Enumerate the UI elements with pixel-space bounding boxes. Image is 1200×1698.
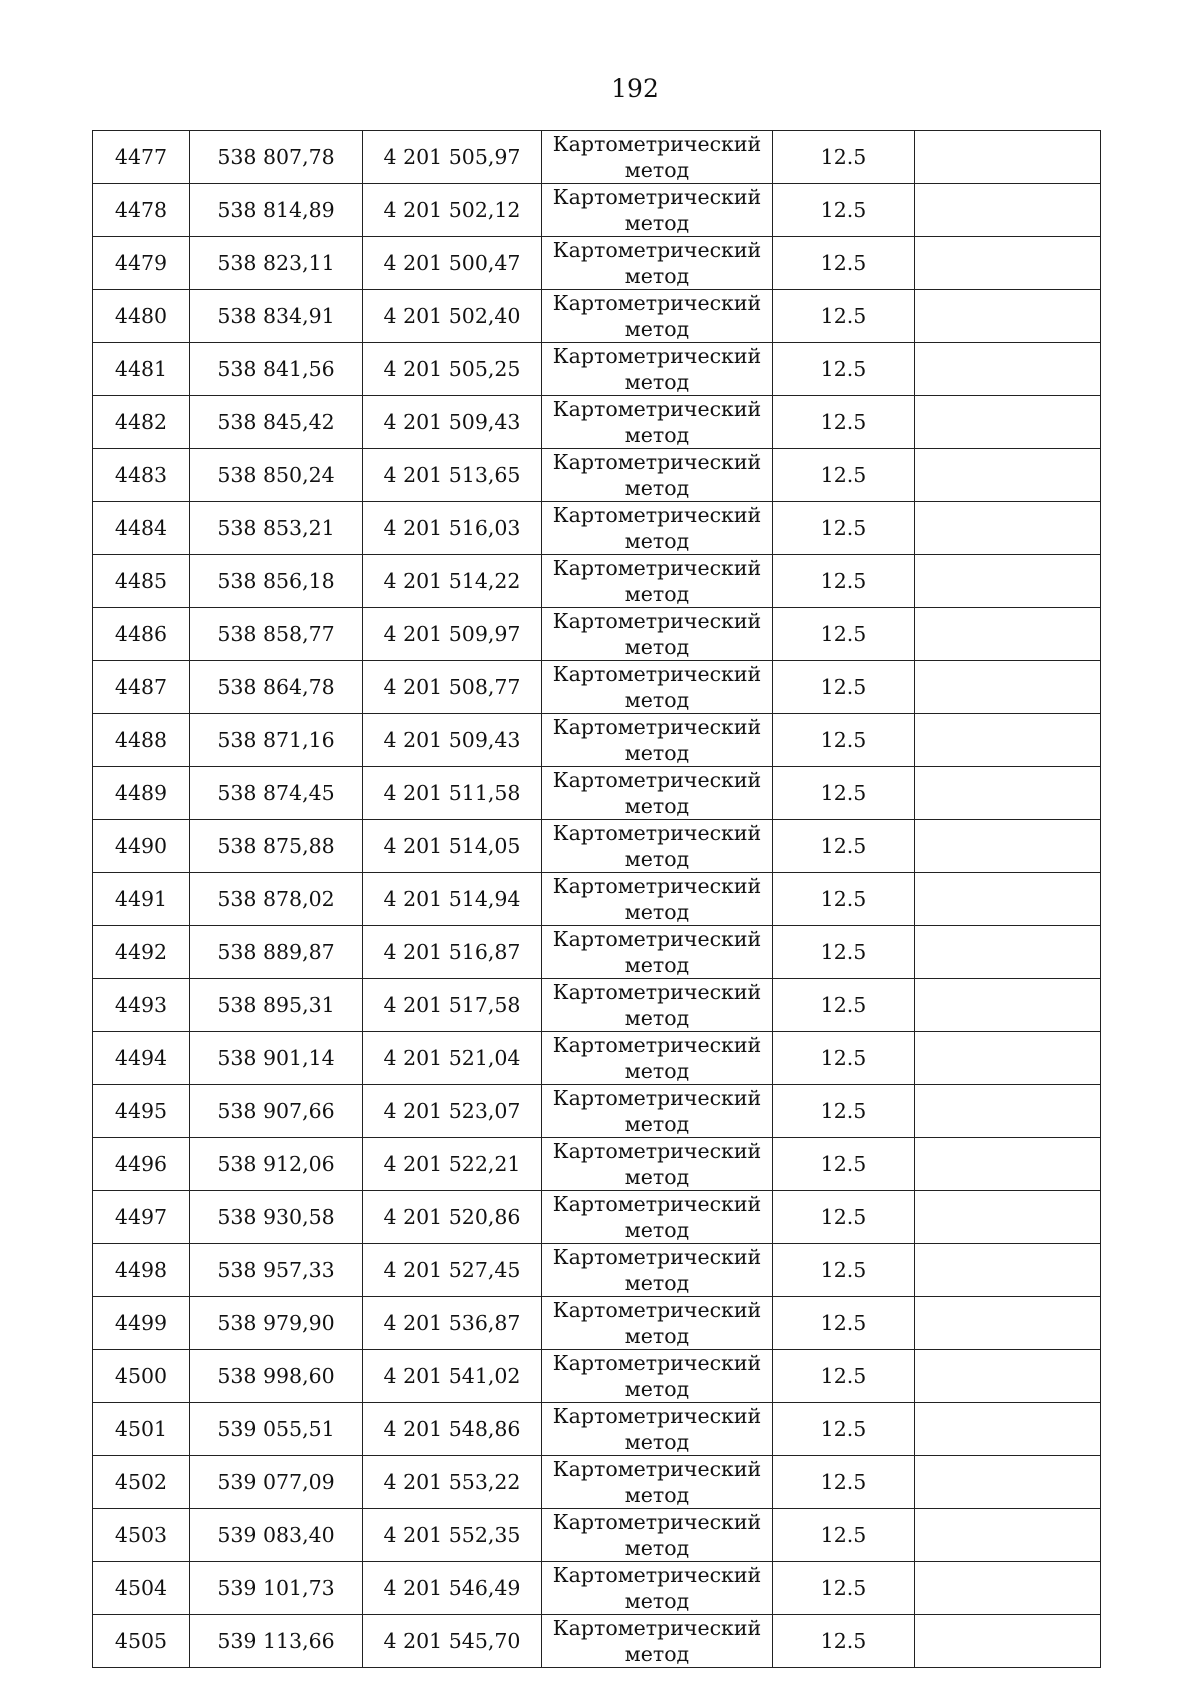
method-cell — [542, 237, 773, 290]
point-number-cell: 4479 — [93, 237, 190, 290]
method-label-line1: Картометрический — [552, 238, 762, 262]
point-number-cell: 4480 — [93, 290, 190, 343]
accuracy-cell: 12.5 — [773, 1244, 915, 1297]
point-number-cell: 4491 — [93, 873, 190, 926]
method-label-line1: Картометрический — [552, 609, 762, 633]
x-coordinate-cell: 538 807,78 — [190, 131, 363, 184]
method-label-line2: метод — [624, 529, 690, 553]
y-coordinate-cell: 4 201 516,87 — [363, 926, 542, 979]
coordinates-table — [92, 130, 1101, 1668]
table-row — [93, 290, 1101, 343]
method-label-line2: метод — [624, 1642, 690, 1666]
y-coordinate-cell: 4 201 548,86 — [363, 1403, 542, 1456]
point-number-cell: 4483 — [93, 449, 190, 502]
y-coordinate-cell: 4 201 527,45 — [363, 1244, 542, 1297]
accuracy-cell: 12.5 — [773, 184, 915, 237]
note-cell — [915, 1403, 1101, 1456]
method-label-line2: метод — [624, 264, 690, 288]
note-cell — [915, 1297, 1101, 1350]
accuracy-cell: 12.5 — [773, 396, 915, 449]
method-label-line2: метод — [624, 635, 690, 659]
x-coordinate-cell: 538 875,88 — [190, 820, 363, 873]
x-coordinate-cell: 538 878,02 — [190, 873, 363, 926]
method-label-line2: метод — [624, 582, 690, 606]
point-number-cell: 4495 — [93, 1085, 190, 1138]
note-cell — [915, 1244, 1101, 1297]
method-label-line1: Картометрический — [552, 1033, 762, 1057]
y-coordinate-cell: 4 201 509,97 — [363, 608, 542, 661]
accuracy-cell: 12.5 — [773, 343, 915, 396]
accuracy-cell: 12.5 — [773, 290, 915, 343]
method-label-line1: Картометрический — [552, 1404, 762, 1428]
method-cell — [542, 555, 773, 608]
method-label-line2: метод — [624, 1006, 690, 1030]
x-coordinate-cell: 538 814,89 — [190, 184, 363, 237]
x-coordinate-cell: 538 864,78 — [190, 661, 363, 714]
note-cell — [915, 343, 1101, 396]
note-cell — [915, 820, 1101, 873]
y-coordinate-cell: 4 201 514,22 — [363, 555, 542, 608]
method-cell — [542, 343, 773, 396]
table-row — [93, 1244, 1101, 1297]
x-coordinate-cell: 538 871,16 — [190, 714, 363, 767]
note-cell — [915, 979, 1101, 1032]
table-row — [93, 502, 1101, 555]
method-label-line1: Картометрический — [552, 1351, 762, 1375]
y-coordinate-cell: 4 201 523,07 — [363, 1085, 542, 1138]
x-coordinate-cell: 539 113,66 — [190, 1615, 363, 1668]
point-number-cell: 4502 — [93, 1456, 190, 1509]
method-label-line2: метод — [624, 370, 690, 394]
x-coordinate-cell: 538 957,33 — [190, 1244, 363, 1297]
accuracy-cell: 12.5 — [773, 979, 915, 1032]
table-row — [93, 661, 1101, 714]
note-cell — [915, 661, 1101, 714]
y-coordinate-cell: 4 201 511,58 — [363, 767, 542, 820]
table-row — [93, 184, 1101, 237]
method-label-line1: Картометрический — [552, 344, 762, 368]
point-number-cell: 4486 — [93, 608, 190, 661]
method-label-line2: метод — [624, 1218, 690, 1242]
x-coordinate-cell: 538 889,87 — [190, 926, 363, 979]
note-cell — [915, 1456, 1101, 1509]
method-label-line2: метод — [624, 1271, 690, 1295]
method-label-line1: Картометрический — [552, 1563, 762, 1587]
accuracy-cell: 12.5 — [773, 661, 915, 714]
method-cell — [542, 449, 773, 502]
accuracy-cell: 12.5 — [773, 502, 915, 555]
accuracy-cell: 12.5 — [773, 1456, 915, 1509]
table-row — [93, 1032, 1101, 1085]
method-label-line2: метод — [624, 794, 690, 818]
method-label-line2: метод — [624, 317, 690, 341]
table-row — [93, 131, 1101, 184]
accuracy-cell: 12.5 — [773, 608, 915, 661]
x-coordinate-cell: 538 823,11 — [190, 237, 363, 290]
method-cell — [542, 1456, 773, 1509]
method-label-line2: метод — [624, 1430, 690, 1454]
method-cell — [542, 290, 773, 343]
y-coordinate-cell: 4 201 517,58 — [363, 979, 542, 1032]
y-coordinate-cell: 4 201 522,21 — [363, 1138, 542, 1191]
note-cell — [915, 1138, 1101, 1191]
method-cell — [542, 502, 773, 555]
accuracy-cell: 12.5 — [773, 767, 915, 820]
method-cell — [542, 1032, 773, 1085]
note-cell — [915, 1085, 1101, 1138]
note-cell — [915, 873, 1101, 926]
method-cell — [542, 1615, 773, 1668]
note-cell — [915, 449, 1101, 502]
y-coordinate-cell: 4 201 505,97 — [363, 131, 542, 184]
method-label-line2: метод — [624, 847, 690, 871]
note-cell — [915, 926, 1101, 979]
y-coordinate-cell: 4 201 514,94 — [363, 873, 542, 926]
point-number-cell: 4484 — [93, 502, 190, 555]
method-label-line2: метод — [624, 741, 690, 765]
table-row — [93, 767, 1101, 820]
table-row — [93, 820, 1101, 873]
method-cell — [542, 767, 773, 820]
accuracy-cell: 12.5 — [773, 555, 915, 608]
method-cell — [542, 979, 773, 1032]
method-label-line2: метод — [624, 900, 690, 924]
note-cell — [915, 767, 1101, 820]
y-coordinate-cell: 4 201 502,40 — [363, 290, 542, 343]
point-number-cell: 4498 — [93, 1244, 190, 1297]
method-label-line1: Картометрический — [552, 1616, 762, 1640]
accuracy-cell: 12.5 — [773, 1085, 915, 1138]
point-number-cell: 4487 — [93, 661, 190, 714]
point-number-cell: 4496 — [93, 1138, 190, 1191]
method-label-line1: Картометрический — [552, 927, 762, 951]
accuracy-cell: 12.5 — [773, 714, 915, 767]
accuracy-cell: 12.5 — [773, 926, 915, 979]
note-cell — [915, 131, 1101, 184]
method-cell — [542, 131, 773, 184]
method-cell — [542, 1509, 773, 1562]
table-row — [93, 1615, 1101, 1668]
table-body — [93, 131, 1101, 1668]
table-row — [93, 1085, 1101, 1138]
point-number-cell: 4499 — [93, 1297, 190, 1350]
method-label-line2: метод — [624, 1112, 690, 1136]
table-row — [93, 396, 1101, 449]
accuracy-cell: 12.5 — [773, 449, 915, 502]
note-cell — [915, 608, 1101, 661]
method-label-line2: метод — [624, 1165, 690, 1189]
x-coordinate-cell: 538 841,56 — [190, 343, 363, 396]
method-label-line1: Картометрический — [552, 1192, 762, 1216]
page-number: 192 — [611, 74, 659, 103]
x-coordinate-cell: 538 845,42 — [190, 396, 363, 449]
accuracy-cell: 12.5 — [773, 1562, 915, 1615]
method-cell — [542, 1138, 773, 1191]
method-label-line1: Картометрический — [552, 821, 762, 845]
method-label-line1: Картометрический — [552, 1457, 762, 1481]
point-number-cell: 4497 — [93, 1191, 190, 1244]
x-coordinate-cell: 538 858,77 — [190, 608, 363, 661]
method-label-line1: Картометрический — [552, 1086, 762, 1110]
x-coordinate-cell: 539 077,09 — [190, 1456, 363, 1509]
y-coordinate-cell: 4 201 541,02 — [363, 1350, 542, 1403]
y-coordinate-cell: 4 201 509,43 — [363, 396, 542, 449]
table-row — [93, 555, 1101, 608]
y-coordinate-cell: 4 201 553,22 — [363, 1456, 542, 1509]
method-label-line2: метод — [624, 423, 690, 447]
method-label-line2: метод — [624, 1324, 690, 1348]
table-row — [93, 1138, 1101, 1191]
y-coordinate-cell: 4 201 521,04 — [363, 1032, 542, 1085]
y-coordinate-cell: 4 201 536,87 — [363, 1297, 542, 1350]
accuracy-cell: 12.5 — [773, 1191, 915, 1244]
accuracy-cell: 12.5 — [773, 237, 915, 290]
method-label-line1: Картометрический — [552, 768, 762, 792]
table-row — [93, 608, 1101, 661]
table-row — [93, 1191, 1101, 1244]
y-coordinate-cell: 4 201 513,65 — [363, 449, 542, 502]
table-row — [93, 343, 1101, 396]
method-cell — [542, 661, 773, 714]
method-label-line1: Картометрический — [552, 1510, 762, 1534]
method-cell — [542, 1244, 773, 1297]
note-cell — [915, 1509, 1101, 1562]
method-label-line1: Картометрический — [552, 291, 762, 315]
y-coordinate-cell: 4 201 546,49 — [363, 1562, 542, 1615]
method-cell — [542, 1403, 773, 1456]
table-row — [93, 1350, 1101, 1403]
point-number-cell: 4477 — [93, 131, 190, 184]
note-cell — [915, 1615, 1101, 1668]
accuracy-cell: 12.5 — [773, 1615, 915, 1668]
accuracy-cell: 12.5 — [773, 131, 915, 184]
point-number-cell: 4492 — [93, 926, 190, 979]
x-coordinate-cell: 538 998,60 — [190, 1350, 363, 1403]
note-cell — [915, 184, 1101, 237]
method-label-line1: Картометрический — [552, 450, 762, 474]
method-cell — [542, 396, 773, 449]
method-label-line1: Картометрический — [552, 715, 762, 739]
point-number-cell: 4504 — [93, 1562, 190, 1615]
method-cell — [542, 1085, 773, 1138]
x-coordinate-cell: 538 850,24 — [190, 449, 363, 502]
accuracy-cell: 12.5 — [773, 1350, 915, 1403]
accuracy-cell: 12.5 — [773, 1509, 915, 1562]
method-cell — [542, 1562, 773, 1615]
note-cell — [915, 555, 1101, 608]
method-label-line2: метод — [624, 1536, 690, 1560]
method-cell — [542, 608, 773, 661]
method-label-line1: Картометрический — [552, 397, 762, 421]
table-row — [93, 979, 1101, 1032]
note-cell — [915, 290, 1101, 343]
method-label-line2: метод — [624, 1589, 690, 1613]
method-cell — [542, 714, 773, 767]
point-number-cell: 4488 — [93, 714, 190, 767]
point-number-cell: 4482 — [93, 396, 190, 449]
method-label-line2: метод — [624, 953, 690, 977]
point-number-cell: 4494 — [93, 1032, 190, 1085]
point-number-cell: 4481 — [93, 343, 190, 396]
x-coordinate-cell: 538 834,91 — [190, 290, 363, 343]
y-coordinate-cell: 4 201 505,25 — [363, 343, 542, 396]
table-row — [93, 926, 1101, 979]
x-coordinate-cell: 538 912,06 — [190, 1138, 363, 1191]
x-coordinate-cell: 538 895,31 — [190, 979, 363, 1032]
table-row — [93, 714, 1101, 767]
point-number-cell: 4485 — [93, 555, 190, 608]
x-coordinate-cell: 538 853,21 — [190, 502, 363, 555]
note-cell — [915, 1350, 1101, 1403]
note-cell — [915, 1032, 1101, 1085]
table-row — [93, 1456, 1101, 1509]
method-cell — [542, 184, 773, 237]
x-coordinate-cell: 538 979,90 — [190, 1297, 363, 1350]
y-coordinate-cell: 4 201 500,47 — [363, 237, 542, 290]
table-row — [93, 1509, 1101, 1562]
method-label-line2: метод — [624, 688, 690, 712]
table-row — [93, 1403, 1101, 1456]
method-cell — [542, 1350, 773, 1403]
method-label-line2: метод — [624, 476, 690, 500]
point-number-cell: 4505 — [93, 1615, 190, 1668]
accuracy-cell: 12.5 — [773, 873, 915, 926]
y-coordinate-cell: 4 201 520,86 — [363, 1191, 542, 1244]
x-coordinate-cell: 538 930,58 — [190, 1191, 363, 1244]
point-number-cell: 4503 — [93, 1509, 190, 1562]
note-cell — [915, 237, 1101, 290]
y-coordinate-cell: 4 201 502,12 — [363, 184, 542, 237]
note-cell — [915, 502, 1101, 555]
x-coordinate-cell: 538 907,66 — [190, 1085, 363, 1138]
y-coordinate-cell: 4 201 545,70 — [363, 1615, 542, 1668]
y-coordinate-cell: 4 201 516,03 — [363, 502, 542, 555]
point-number-cell: 4490 — [93, 820, 190, 873]
method-label-line2: метод — [624, 158, 690, 182]
method-label-line1: Картометрический — [552, 874, 762, 898]
method-label-line1: Картометрический — [552, 1139, 762, 1163]
method-label-line2: метод — [624, 1059, 690, 1083]
method-label-line1: Картометрический — [552, 662, 762, 686]
note-cell — [915, 396, 1101, 449]
method-label-line2: метод — [624, 1483, 690, 1507]
method-label-line2: метод — [624, 211, 690, 235]
method-label-line1: Картометрический — [552, 185, 762, 209]
x-coordinate-cell: 539 083,40 — [190, 1509, 363, 1562]
method-label-line1: Картометрический — [552, 132, 762, 156]
x-coordinate-cell: 539 055,51 — [190, 1403, 363, 1456]
method-cell — [542, 873, 773, 926]
note-cell — [915, 1562, 1101, 1615]
note-cell — [915, 1191, 1101, 1244]
x-coordinate-cell: 538 856,18 — [190, 555, 363, 608]
method-cell — [542, 926, 773, 979]
x-coordinate-cell: 538 901,14 — [190, 1032, 363, 1085]
accuracy-cell: 12.5 — [773, 820, 915, 873]
point-number-cell: 4500 — [93, 1350, 190, 1403]
y-coordinate-cell: 4 201 514,05 — [363, 820, 542, 873]
point-number-cell: 4501 — [93, 1403, 190, 1456]
table-row — [93, 237, 1101, 290]
table-row — [93, 873, 1101, 926]
method-label-line2: метод — [624, 1377, 690, 1401]
table-row — [93, 1297, 1101, 1350]
accuracy-cell: 12.5 — [773, 1403, 915, 1456]
method-label-line1: Картометрический — [552, 1298, 762, 1322]
y-coordinate-cell: 4 201 552,35 — [363, 1509, 542, 1562]
accuracy-cell: 12.5 — [773, 1138, 915, 1191]
x-coordinate-cell: 539 101,73 — [190, 1562, 363, 1615]
table-row — [93, 449, 1101, 502]
point-number-cell: 4493 — [93, 979, 190, 1032]
x-coordinate-cell: 538 874,45 — [190, 767, 363, 820]
point-number-cell: 4478 — [93, 184, 190, 237]
point-number-cell: 4489 — [93, 767, 190, 820]
method-cell — [542, 1191, 773, 1244]
accuracy-cell: 12.5 — [773, 1032, 915, 1085]
method-label-line1: Картометрический — [552, 980, 762, 1004]
note-cell — [915, 714, 1101, 767]
method-cell — [542, 820, 773, 873]
y-coordinate-cell: 4 201 509,43 — [363, 714, 542, 767]
accuracy-cell: 12.5 — [773, 1297, 915, 1350]
table-row — [93, 1562, 1101, 1615]
method-label-line1: Картометрический — [552, 503, 762, 527]
method-label-line1: Картометрический — [552, 556, 762, 580]
y-coordinate-cell: 4 201 508,77 — [363, 661, 542, 714]
method-cell — [542, 1297, 773, 1350]
method-label-line1: Картометрический — [552, 1245, 762, 1269]
